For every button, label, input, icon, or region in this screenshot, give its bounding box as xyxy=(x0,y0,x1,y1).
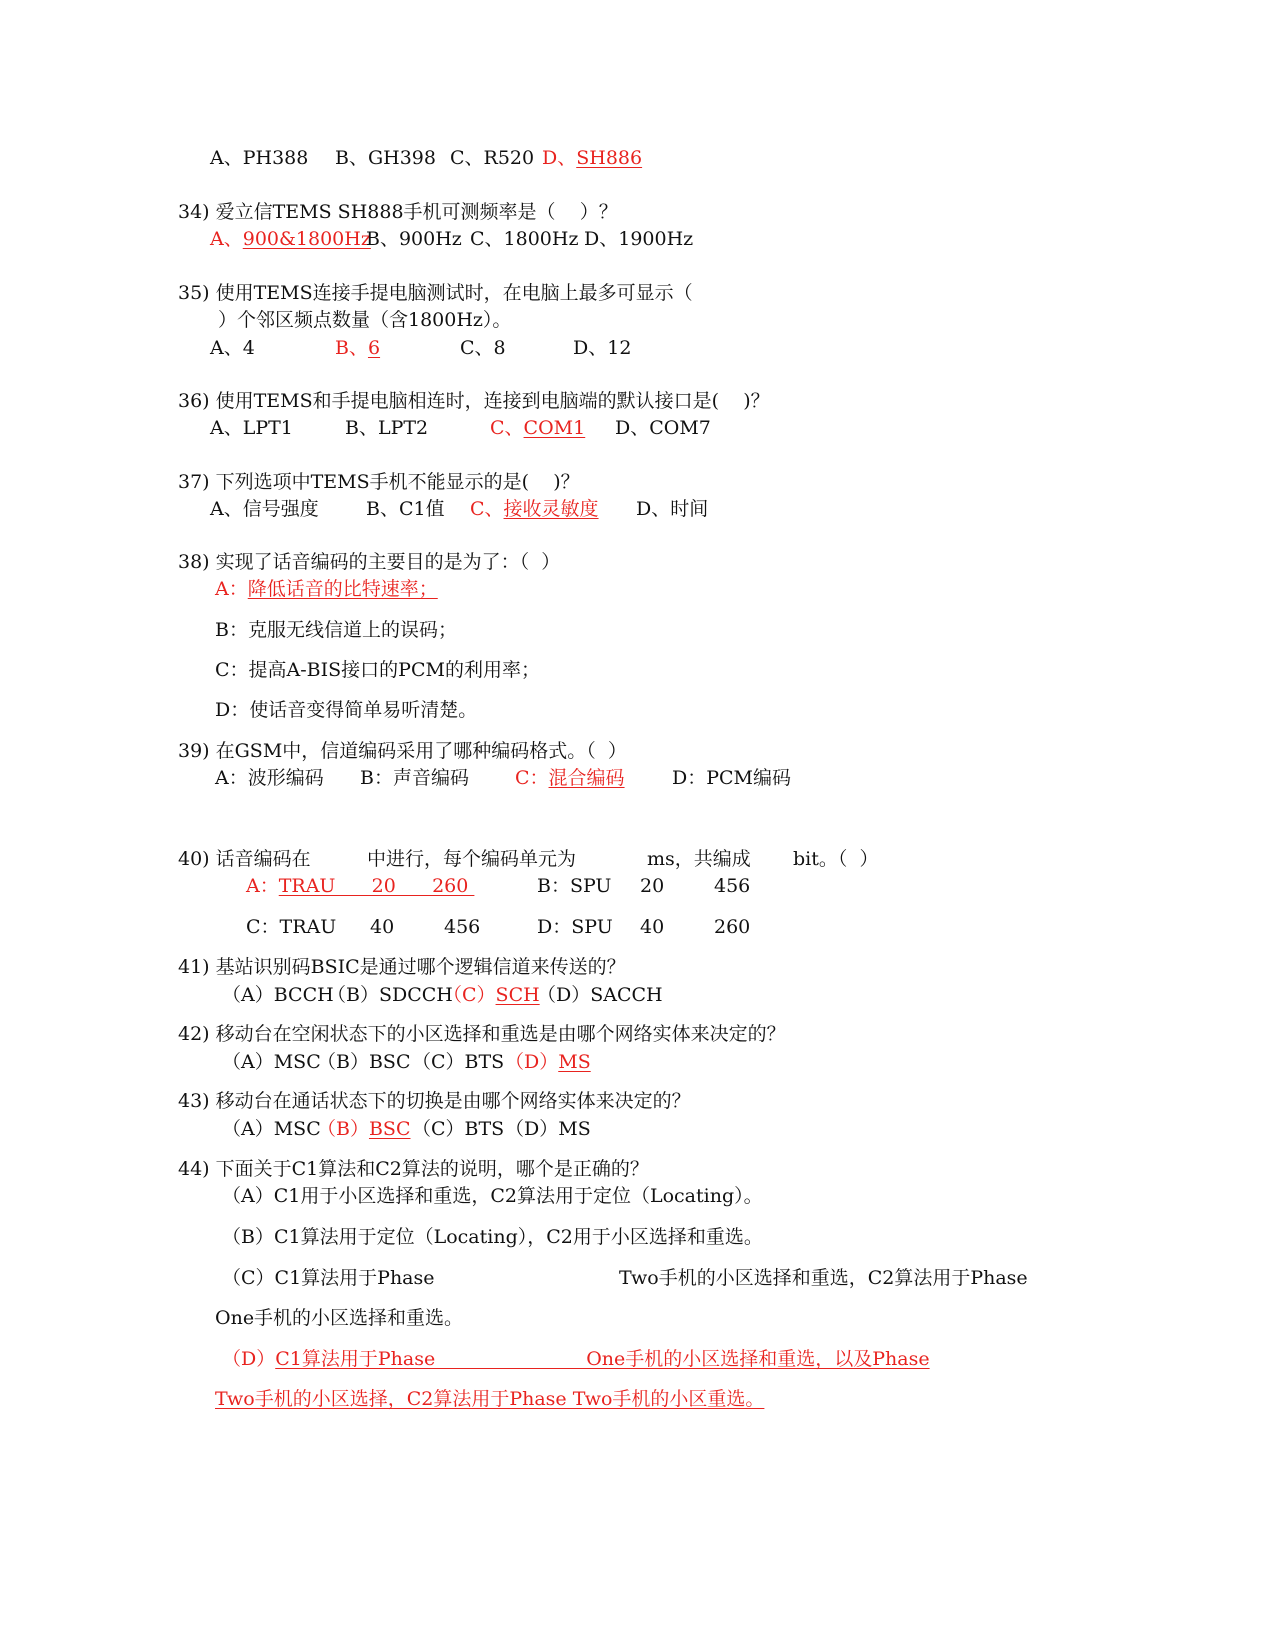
q39-option-d: D：PCM编码 xyxy=(672,767,792,789)
q43-option-a: （A）MSC xyxy=(222,1118,321,1140)
q35-option-c: C、8 xyxy=(460,337,506,359)
q38-stem: 38) 实现了话音编码的主要目的是为了：（ ） xyxy=(178,551,561,573)
q33-option-a: A、PH388 xyxy=(210,147,309,169)
q40-stem-part-3: ms，共编成 xyxy=(647,848,751,870)
q40-option-d-label: D：SPU xyxy=(537,916,613,938)
q33-option-b: B、GH398 xyxy=(335,147,436,169)
q42-option-a: （A）MSC xyxy=(222,1051,321,1073)
q38-option-b: B：克服无线信道上的误码； xyxy=(215,619,457,641)
q36-option-c-answer: C、COM1 xyxy=(490,417,586,439)
q34-option-b: B、900Hz xyxy=(366,228,462,250)
q44-option-c-part-1: （C）C1算法用于Phase xyxy=(222,1267,435,1289)
q41-option-a: （A）BCCH xyxy=(222,984,334,1006)
q41-stem: 41) 基站识别码BSIC是通过哪个逻辑信道来传送的？ xyxy=(178,956,626,978)
q42-option-c: （C）BTS xyxy=(412,1051,505,1073)
q41-option-c-answer: （C）SCH xyxy=(443,984,540,1006)
q42-option-b: （B）BSC xyxy=(317,1051,411,1073)
q38-option-c: C：提高A-BIS接口的PCM的利用率； xyxy=(215,659,540,681)
q39-stem: 39) 在GSM中，信道编码采用了哪种编码格式。（ ） xyxy=(178,740,627,762)
q44-option-b: （B）C1算法用于定位（Locating），C2用于小区选择和重选。 xyxy=(222,1226,763,1248)
q37-option-d: D、时间 xyxy=(636,498,709,520)
q43-option-d: （D）MS xyxy=(505,1118,591,1140)
q42-option-d-answer: （D）MS xyxy=(505,1051,591,1073)
q34-option-a-answer: A、900&1800Hz xyxy=(210,228,371,250)
q40-option-d-value-2: 260 xyxy=(714,916,751,938)
q41-option-d: （D）SACCH xyxy=(537,984,663,1006)
q43-option-b-answer: （B）BSC xyxy=(317,1118,411,1140)
q39-option-c-answer: C：混合编码 xyxy=(515,767,625,789)
q33-option-c: C、R520 xyxy=(450,147,535,169)
q34-option-d: D、1900Hz xyxy=(584,228,694,250)
q40-option-c-value-2: 456 xyxy=(444,916,481,938)
q40-option-a-answer: A：TRAU 20 260 xyxy=(246,875,475,897)
q40-option-b-label: B：SPU xyxy=(537,875,612,897)
q43-stem: 43) 移动台在通话状态下的切换是由哪个网络实体来决定的？ xyxy=(178,1090,691,1112)
q36-stem: 36) 使用TEMS和手提电脑相连时，连接到电脑端的默认接口是( )？ xyxy=(178,390,770,412)
q44-stem: 44) 下面关于C1算法和C2算法的说明，哪个是正确的？ xyxy=(178,1158,649,1180)
q37-option-c-answer: C、接收灵敏度 xyxy=(470,498,599,520)
q44-option-c-part-3: One手机的小区选择和重选。 xyxy=(215,1307,464,1329)
q40-stem-part-1: 40) 话音编码在 xyxy=(178,848,311,870)
q40-stem-part-4: bit。（ ） xyxy=(793,848,879,870)
q39-option-a: A：波形编码 xyxy=(215,767,324,789)
q40-option-b-value-1: 20 xyxy=(640,875,665,897)
q35-option-a: A、4 xyxy=(210,337,255,359)
q35-stem-line-1: 35) 使用TEMS连接手提电脑测试时，在电脑上最多可显示（ xyxy=(178,282,693,304)
q40-option-c-label: C：TRAU xyxy=(246,916,337,938)
q35-option-b-answer: B、6 xyxy=(335,337,381,359)
q39-option-b: B：声音编码 xyxy=(360,767,469,789)
q34-option-c: C、1800Hz xyxy=(470,228,579,250)
q43-option-c: （C）BTS xyxy=(412,1118,505,1140)
q40-option-b-value-2: 456 xyxy=(714,875,751,897)
q37-stem: 37) 下列选项中TEMS手机不能显示的是( )？ xyxy=(178,471,580,493)
q40-option-c-value-1: 40 xyxy=(370,916,395,938)
q44-option-d-answer-line-2: Two手机的小区选择，C2算法用于Phase Two手机的小区重选。 xyxy=(215,1388,765,1410)
q37-option-b: B、C1值 xyxy=(366,498,445,520)
q36-option-a: A、LPT1 xyxy=(210,417,293,439)
q36-option-b: B、LPT2 xyxy=(345,417,429,439)
q38-option-a-answer: A：降低话音的比特速率； xyxy=(215,578,438,600)
q44-option-d-answer-line-1: （D）C1算法用于Phase One手机的小区选择和重选，以及Phase xyxy=(222,1348,930,1370)
q36-option-d: D、COM7 xyxy=(615,417,711,439)
q38-option-d: D：使话音变得简单易听清楚。 xyxy=(215,699,478,721)
q44-option-a: （A）C1用于小区选择和重选，C2算法用于定位（Locating）。 xyxy=(222,1185,763,1207)
q41-option-b: （B）SDCCH xyxy=(327,984,453,1006)
q40-stem-part-2: 中进行，每个编码单元为 xyxy=(367,848,577,870)
q44-option-c-part-2: Two手机的小区选择和重选，C2算法用于Phase xyxy=(619,1267,1028,1289)
q42-stem: 42) 移动台在空闲状态下的小区选择和重选是由哪个网络实体来决定的？ xyxy=(178,1023,786,1045)
q35-stem-line-2: ）个邻区频点数量（含1800Hz）。 xyxy=(218,309,512,331)
q34-stem: 34) 爱立信TEMS SH888手机可测频率是（ ）？ xyxy=(178,201,618,223)
q40-option-d-value-1: 40 xyxy=(640,916,665,938)
q33-option-d-answer: D、SH886 xyxy=(542,147,643,169)
q37-option-a: A、信号强度 xyxy=(210,498,319,520)
q35-option-d: D、12 xyxy=(573,337,632,359)
